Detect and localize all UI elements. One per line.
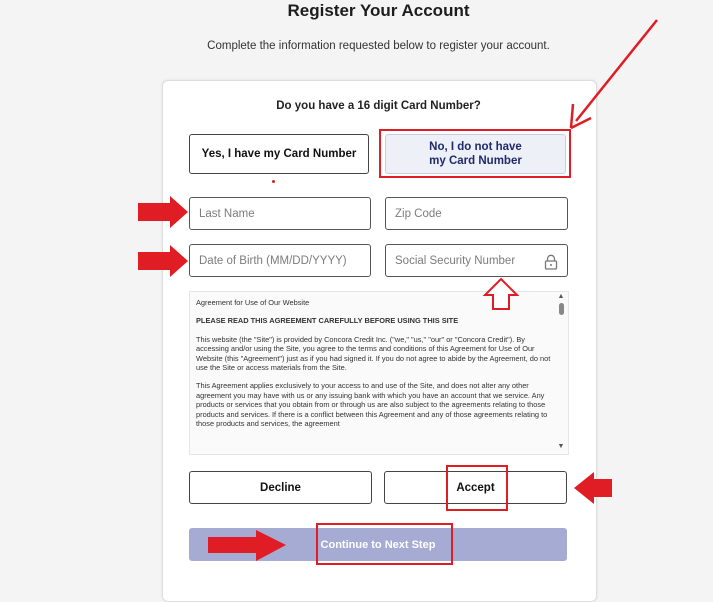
page-title: Register Your Account [287, 1, 470, 20]
scroll-down-icon[interactable]: ▼ [557, 443, 565, 450]
lock-icon [544, 254, 558, 270]
agreement-heading: PLEASE READ THIS AGREEMENT CAREFULLY BEFORE USING THIS SITE [196, 316, 459, 326]
agreement-scrollbar[interactable] [556, 293, 566, 453]
agreement-scroll-box[interactable] [189, 291, 569, 455]
decline-button[interactable] [189, 471, 372, 504]
agreement-title: Agreement for Use of Our Website [196, 298, 310, 307]
continue-button[interactable] [189, 528, 567, 561]
agreement-paragraph: This Agreement applies exclusively to your access to and use of the Site, and does not alter any other agreement you may have with us or any issuing bank with which you have an account that we service. Any products or services that you obtain from or through us are also subject to the agreements relating to those products and services. If there is a conflict between this Agreement and any of those agreements relating to those products and services, the agreement [196, 381, 548, 429]
continue-label: Continue to Next Step [320, 538, 436, 551]
date-of-birth-input[interactable] [189, 244, 371, 277]
accept-button[interactable] [384, 471, 567, 504]
red-dot-marker [272, 180, 275, 183]
zip-code-input[interactable] [385, 197, 568, 230]
last-name-input[interactable] [189, 197, 371, 230]
no-card-number-button[interactable] [385, 134, 566, 174]
card-number-question: Do you have a 16 digit Card Number? [276, 100, 481, 112]
accept-label: Accept [456, 481, 495, 494]
scroll-up-icon[interactable]: ▲ [557, 293, 565, 300]
agreement-text [196, 298, 552, 437]
no-card-number-label-line1: No, I do not have [429, 141, 522, 153]
page-subtitle: Complete the information requested below to register your account. [207, 40, 550, 52]
ssn-input[interactable] [385, 244, 568, 277]
no-card-number-label-line2: my Card Number [429, 155, 522, 167]
no-card-number-label [429, 140, 522, 168]
yes-card-number-label: Yes, I have my Card Number [201, 148, 357, 160]
yes-card-number-button[interactable] [189, 134, 369, 174]
decline-label: Decline [260, 481, 301, 494]
agreement-paragraph: This website (the "Site") is provided by Concora Credit Inc. ("we," "us," "our" or "Concora Credit"). By accessing and/or using the Site, you agree to the terms and conditions of this Agreement for Use of Our Website (this "Agreement") just as if you had signed it. If you do not agree to abide by the Agreement, do not use the Site or access materials from the Site. [196, 334, 551, 373]
scroll-thumb[interactable] [559, 303, 564, 315]
